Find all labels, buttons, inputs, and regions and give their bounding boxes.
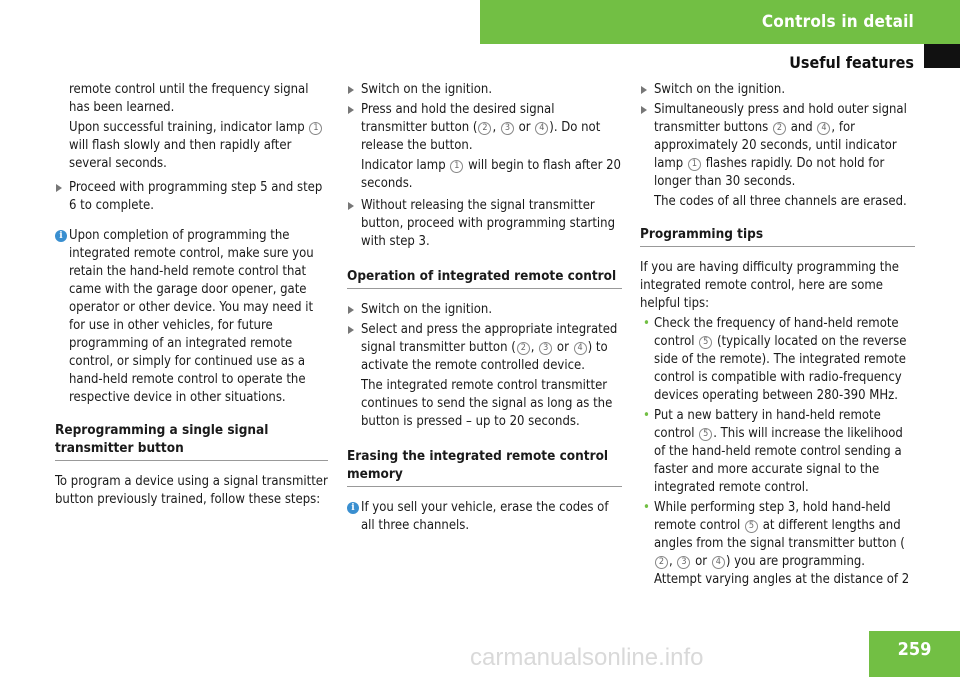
step-bullet: Proceed with programming step 5 and step 6 to complete.	[55, 179, 328, 215]
callout-number: 2	[478, 122, 491, 135]
callout-number: 3	[501, 122, 514, 135]
info-icon: i	[347, 502, 359, 514]
paragraph: Indicator lamp 1 will begin to flash after 20 seconds.	[361, 158, 621, 191]
tip-item: • Check the frequency of hand-held remote control 5 (typically located on the reverse side of the remote). The integrated remote control is compatible with radio-frequency devices operating between 280-390 MHz.	[640, 315, 915, 405]
heading-operation: Operation of integrated remote control	[347, 267, 622, 289]
paragraph: Upon successful training, indicator lamp 1 will flash slowly and then rapidly after several seconds.	[55, 119, 328, 173]
step-bullet: Press and hold the desired signal transmitter button ( 2 , 3 or 4 ). Do not release the button.	[347, 101, 622, 155]
callout-number: 4	[817, 122, 830, 135]
callout-number: 5	[699, 428, 712, 441]
step-bullet: Simultaneously press and hold outer signal transmitter buttons 2 and 4 , for approximately 20 seconds, until indicator lamp 1 flashes rapidly. Do not hold for longer than 30 seconds.	[640, 101, 915, 191]
paragraph: The codes of all three channels are erased.	[654, 194, 907, 209]
callout-number: 1	[450, 160, 463, 173]
callout-number: 1	[309, 122, 322, 135]
paragraph: remote control until the frequency signal has been learned.	[69, 82, 309, 115]
callout-number: 5	[699, 336, 712, 349]
callout-number: 2	[655, 556, 668, 569]
callout-number: 4	[535, 122, 548, 135]
heading-programming-tips: Programming tips	[640, 225, 915, 247]
callout-number: 4	[574, 342, 587, 355]
callout-number: 4	[712, 556, 725, 569]
callout-number: 1	[688, 158, 701, 171]
info-note: i If you sell your vehicle, erase the codes of all three channels.	[347, 499, 622, 535]
column-3	[640, 81, 915, 591]
section-subtitle: Useful features	[789, 53, 914, 72]
info-note: i Upon completion of programming the integrated remote control, make sure you retain the hand-held remote control that came with the garage door opener, gate operator or other device. You may need it for use in other vehicles, for future programming of an integrated remote control, or simply for continued use as a hand-held remote control to operate the respective device in other situations.	[55, 227, 328, 407]
step-bullet: Switch on the ignition.	[640, 81, 915, 99]
tip-item: • Put a new battery in hand-held remote control 5 . This will increase the likelihood of the hand-held remote control sending a faster and more accurate signal to the integrated remote control.	[640, 407, 915, 497]
heading-erasing: Erasing the integrated remote control memory	[347, 447, 622, 487]
paragraph: If you are having difficulty programming the integrated remote control, here are some helpful tips:	[640, 260, 899, 311]
callout-number: 3	[539, 342, 552, 355]
column-2	[347, 81, 622, 535]
watermark: carmanualsonline.info	[470, 644, 704, 671]
info-icon: i	[55, 230, 67, 242]
page-number: 259	[869, 631, 960, 677]
heading-reprogramming: Reprogramming a single signal transmitter button	[55, 421, 328, 461]
callout-number: 2	[517, 342, 530, 355]
step-bullet: Select and press the appropriate integrated signal transmitter button ( 2 , 3 or 4 ) to activate the remote controlled device.	[347, 321, 622, 375]
callout-number: 2	[773, 122, 786, 135]
paragraph: The integrated remote control transmitter continues to send the signal as long as the button is pressed – up to 20 seconds.	[361, 378, 613, 429]
thumb-tab	[924, 44, 960, 68]
step-bullet: Switch on the ignition.	[347, 81, 622, 99]
callout-number: 3	[677, 556, 690, 569]
callout-number: 5	[745, 520, 758, 533]
column-1	[55, 81, 328, 511]
paragraph: To program a device using a signal transmitter button previously trained, follow these steps:	[55, 474, 328, 507]
section-title: Controls in detail	[761, 12, 914, 32]
tip-item: • While performing step 3, hold hand-held remote control 5 at different lengths and angles from the signal transmitter button (2 , 3 or 4 ) you are programming. Attempt varying angles at the distance of 2	[640, 499, 915, 589]
step-bullet: Switch on the ignition.	[347, 301, 622, 319]
step-bullet: Without releasing the signal transmitter button, proceed with programming starting with step 3.	[347, 197, 622, 251]
